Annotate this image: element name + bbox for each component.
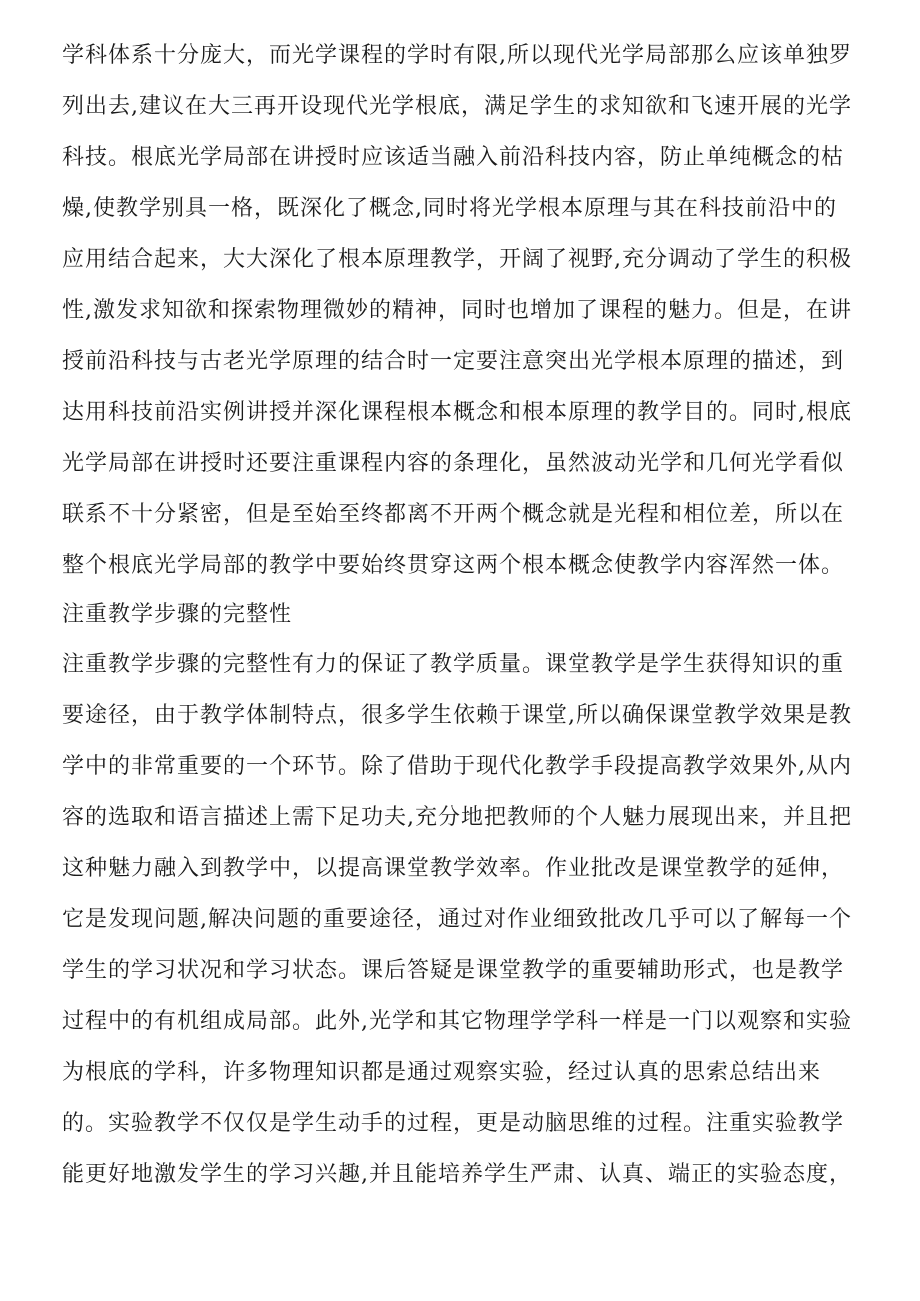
text-line: 过程中的有机组成局部。此外,光学和其它物理学学科一样是一门以观察和实验: [62, 1009, 852, 1034]
text-line: 它是发现问题,解决问题的重要途径，通过对作业细致批改几乎可以了解每一个: [62, 907, 852, 932]
text-line: 容的选取和语言描述上需下足功夫,充分地把教师的个人魅力展现出来，并且把: [62, 805, 852, 830]
text-line: 学科体系十分庞大，而光学课程的学时有限,所以现代光学局部那么应该单独罗: [62, 43, 852, 68]
text-line: 列出去,建议在大三再开设现代光学根底，满足学生的求知欲和飞速开展的光学: [62, 94, 852, 119]
text-line: 的。实验教学不仅仅是学生动手的过程，更是动脑思维的过程。注重实验教学: [62, 1111, 845, 1136]
text-line: 燥,使教学别具一格，既深化了概念,同时将光学根本原理与其在科技前沿中的: [62, 196, 837, 221]
text-line: 为根底的学科，许多物理知识都是通过观察实验，经过认真的思索总结出来: [62, 1060, 822, 1085]
text-line: 要途径，由于教学体制特点，很多学生依赖于课堂,所以确保课堂教学效果是教: [62, 703, 852, 728]
text-line: 注重教学步骤的完整性有力的保证了教学质量。课堂教学是学生获得知识的重: [62, 652, 845, 677]
section-heading: 注重教学步骤的完整性: [62, 602, 293, 627]
text-line: 应用结合起来，大大深化了根本原理教学，开阔了视野,充分调动了学生的积极: [62, 247, 852, 272]
text-line: 光学局部在讲授时还要注重课程内容的条理化，虽然波动光学和几何光学看似: [62, 451, 845, 476]
text-line: 学生的学习状况和学习状态。课后答疑是课堂教学的重要辅助形式，也是教学: [62, 958, 845, 983]
text-line: 达用科技前沿实例讲授并深化课程根本概念和根本原理的教学目的。同时,根底: [62, 400, 852, 425]
text-line: 授前沿科技与古老光学原理的结合时一定要注意突出光学根本原理的描述，到: [62, 349, 845, 374]
text-line: 这种魅力融入到教学中，以提高课堂教学效率。作业批改是课堂教学的延伸，: [62, 856, 845, 881]
text-line: 能更好地激发学生的学习兴趣,并且能培养学生严肃、认真、端正的实验态度，: [62, 1162, 852, 1187]
text-line: 科技。根底光学局部在讲授时应该适当融入前沿科技内容，防止单纯概念的枯: [62, 145, 845, 170]
text-line: 整个根底光学局部的教学中要始终贯穿这两个根本概念使教学内容浑然一体。: [62, 553, 845, 578]
text-line: 联系不十分紧密，但是至始至终都离不开两个概念就是光程和相位差，所以在: [62, 502, 845, 527]
text-line: 学中的非常重要的一个环节。除了借助于现代化教学手段提高教学效果外,从内: [62, 754, 852, 779]
text-line: 性,激发求知欲和探索物理微妙的精神，同时也增加了课程的魅力。但是，在讲: [62, 298, 852, 323]
